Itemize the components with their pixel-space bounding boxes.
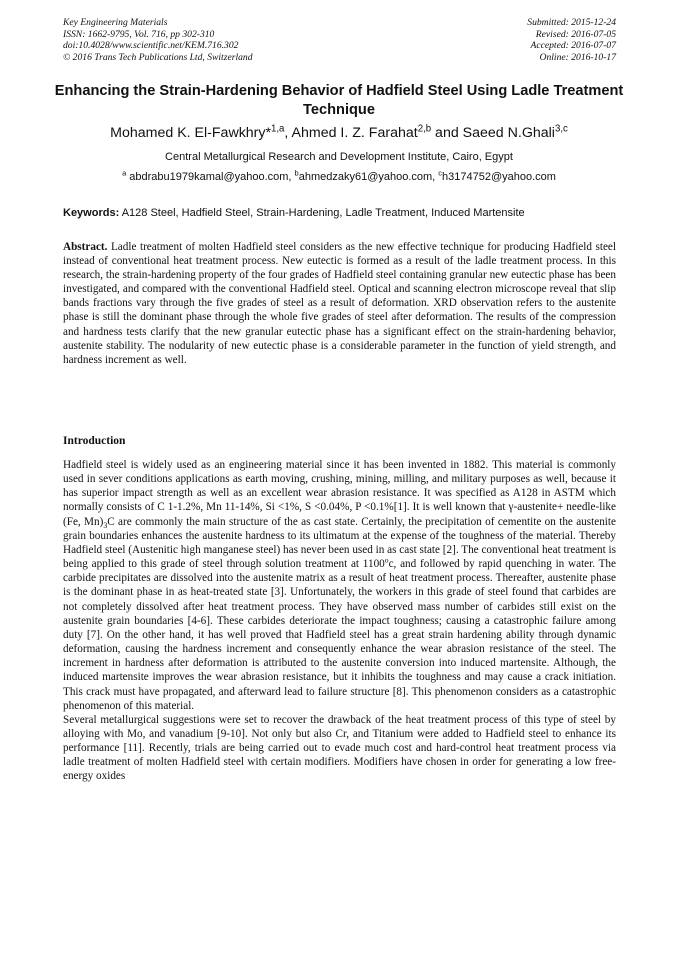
header-right bbox=[527, 17, 616, 63]
author-separator: , bbox=[284, 125, 292, 141]
author-emails bbox=[30, 170, 648, 184]
email-mark: c bbox=[438, 168, 443, 178]
author-separator: and bbox=[431, 125, 463, 141]
abstract-text: Ladle treatment of molten Hadfield steel considers as the new effective technique for producing Hadfield steel instead of conventional heat treatment process. New eutectic is formed as a result of the ladle treatment process. In this research, the strain-hardening property of the four grades of Hadfield steel containing granular new eutectic phase has been investigated, and compared with the conventional Hadfield steel. Optical and scanning electron microscope reveal that slip bands fractions vary through the five grades of steel as a result of deformation. XRD observation refers to the austenite phase is still the dominant phase through the whole five grades of steel after deformation. The results of the compression and hardness tests clarify that the new granular eutectic phase has a significant effect on the strain-hardening behavior, austenite stability. The nodularity of new eutectic phase is a considerable parameter in the function of yield strength, and hardness increment as well. bbox=[63, 241, 616, 366]
author-name: Ahmed I. Z. Farahat bbox=[291, 125, 418, 141]
keywords-label: Keywords: bbox=[63, 207, 120, 219]
abstract-label: Abstract. bbox=[63, 241, 108, 253]
author-name: Mohamed K. El-Fawkhry* bbox=[110, 125, 272, 141]
section-heading-introduction: Introduction bbox=[63, 435, 126, 447]
email: h3174752@yahoo.com bbox=[442, 171, 556, 183]
affiliation: Central Metallurgical Research and Development Institute, Cairo, Egypt bbox=[165, 151, 513, 163]
keywords bbox=[63, 206, 616, 220]
email: abdrabu1979kamal@yahoo.com, bbox=[126, 171, 295, 183]
superscript: o bbox=[384, 555, 389, 565]
author-affiliation-mark: 3,c bbox=[554, 123, 568, 135]
author-affiliation-mark: 1,a bbox=[271, 123, 285, 135]
revised-date: Revised: 2016-07-05 bbox=[535, 28, 616, 40]
intro-paragraph-2: Several metallurgical suggestions were set to recover the drawback of the heat treatment process of this type of steel by alloying with Mo, and vanadium [9-10]. Not only but also Cr, and Titanium were added to Hadfield steel to enhance its performance [11]. Recently, trials are being carried out to evade much cost and hard-control heat treatment process via ladle treatment of molten Hadfield steel with certain modifiers. Modifiers have chosen in order for generating a low free-energy oxides bbox=[63, 713, 616, 783]
intro-text: c, and followed by rapid quenching in water. The carbide precipitates are dissolved into the austenite matrix as a result of heat treatment process. Thereafter, austenite phase is the dominant phase in as heat-treated state [3]. Unfortunately, the workers in this grade of steel found that carbides are not completely dissolved after heat treatment process. They have observed mass number of carbides still exist on the austenite grain boundaries [4-6]. These carbides deteriorate the impact toughness; causing a catastrophic failure among duty [7]. On the other hand, it has well proved that Hadfield steel has a great strain hardening ability through dynamic deformation, causing the hardness increment and consequently enhance the wear abrasion resistance of the steel. The increment in hardness after deformation is attributed to the austenite conversion into induced martensite. Although, the induced martensite improves the wear abrasion resistance, but it inhibits the toughness and may cause a crack initiation. This crack must have propagated, and afterward lead to failure structure [8]. This phenomenon considers as a catastrophic phenomenon of this material. bbox=[63, 558, 616, 712]
paper-title: Enhancing the Strain-Hardening Behavior of Hadfield Steel Using Ladle Treatment Technique bbox=[54, 83, 624, 118]
introduction-body bbox=[63, 458, 616, 784]
online-date: Online: 2016-10-17 bbox=[539, 51, 616, 63]
abstract bbox=[63, 240, 616, 367]
email: ahmedzaky61@yahoo.com, bbox=[298, 171, 439, 183]
intro-text: Hadfield steel is widely used as an engineering material since it has been invented in 1882. This material is commonly used in sever conditions applications as earth moving, crushing, mining, milling, and military purposes as well, because it has superior impact strength as well as an excellent wear abrasion resistance. It was specified as A128 in ASTM which normally consists of C 1-1.2%, Mn 11-14%, Si <1%, S <0.04%, P <0.1%[1]. It is well known that γ-austenite+ needle-like (Fe, Mn) bbox=[63, 459, 616, 528]
keywords-text: A128 Steel, Hadfield Steel, Strain-Hardening, Ladle Treatment, Induced Martensite bbox=[119, 207, 525, 219]
intro-paragraph-1 bbox=[63, 458, 616, 713]
subscript: 3 bbox=[103, 520, 108, 530]
submitted-date: Submitted: 2015-12-24 bbox=[527, 17, 616, 28]
email-mark: b bbox=[294, 168, 299, 178]
email-mark: a bbox=[122, 168, 127, 178]
copyright: © 2016 Trans Tech Publications Ltd, Switzerland bbox=[63, 51, 253, 63]
header-left bbox=[63, 17, 253, 63]
accepted-date: Accepted: 2016-07-07 bbox=[530, 40, 616, 51]
journal-name: Key Engineering Materials bbox=[63, 17, 168, 28]
author-list bbox=[30, 124, 648, 142]
doi: doi:10.4028/www.scientific.net/KEM.716.302 bbox=[63, 40, 239, 51]
issn: ISSN: 1662-9795, Vol. 716, pp 302-310 bbox=[63, 28, 215, 40]
author-affiliation-mark: 2,b bbox=[417, 123, 432, 135]
intro-text: C are commonly the main structure of the as cast state. Certainly, the precipitation of cementite on the austenite grain boundaries enhances the austenite hardness to its ultimatum at the expense of the toughness of the material. Thereby Hadfield steel (Austenitic high manganese steel) has never been used in as cast state [2]. The conventional heat treatment is being applied to this grade of steel through solution treatment at 1100 bbox=[63, 515, 616, 571]
author-name: Saeed N.Ghali bbox=[462, 125, 555, 141]
